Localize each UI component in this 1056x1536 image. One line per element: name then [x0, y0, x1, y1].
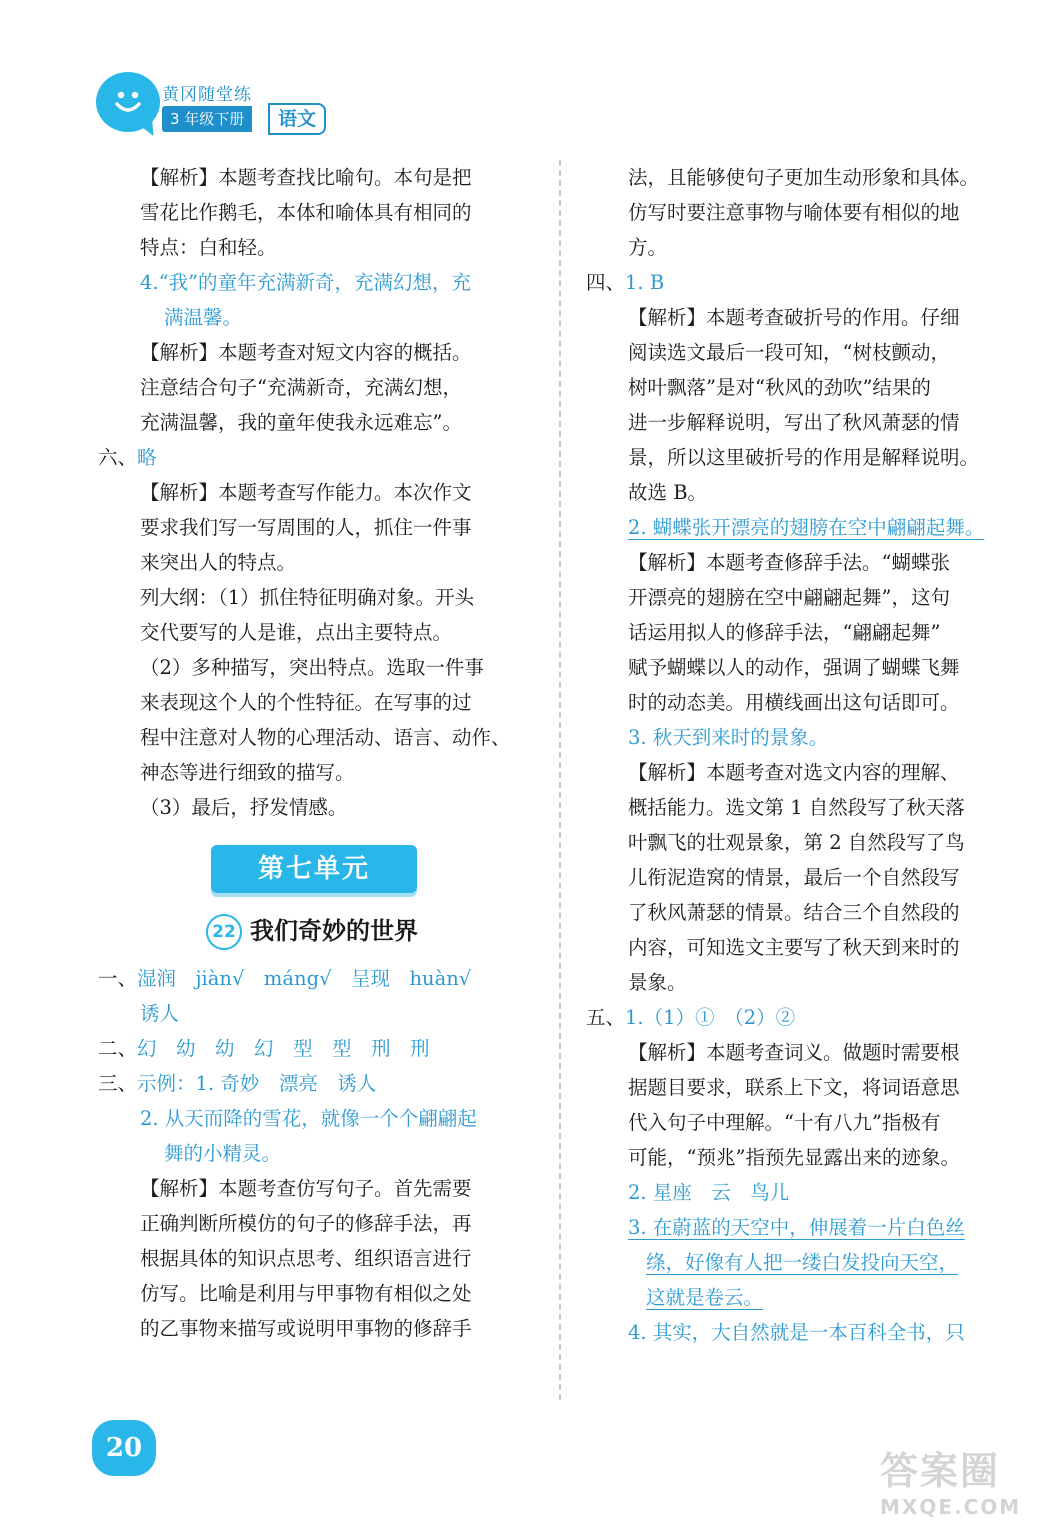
text-line: 故选 B。: [628, 481, 708, 504]
text-line: 可能，“预兆”指预先显露出来的迹象。: [628, 1146, 960, 1169]
text-line: 神态等进行细致的描写。: [140, 761, 355, 784]
text-line: 程中注意对人物的心理活动、语言、动作、: [140, 726, 511, 749]
section-label: 二、: [98, 1037, 138, 1060]
text-line: 开漂亮的翅膀在空中翩翩起舞”，这句: [628, 586, 950, 609]
text-line: 概括能力。选文第 1 自然段写了秋天落: [628, 796, 965, 819]
text-line: 注意结合句子“充满新奇，充满幻想，: [140, 376, 462, 399]
text-line: 来表现这个人的个性特征。在写事的过: [140, 691, 472, 714]
text-line: 方。: [628, 236, 668, 259]
text-line: 树叶飘落”是对“秋风的劲吹”结果的: [628, 376, 931, 399]
book-logo: [96, 72, 346, 144]
section-five: [586, 1000, 1026, 1035]
text-line: 儿衔泥造窝的情景，最后一个自然段写: [628, 866, 960, 889]
section-six: [98, 440, 538, 475]
text-line: 仿写。比喻是利用与甲事物有相似之处: [140, 1282, 472, 1305]
text-line: 【解析】本题考查仿写句子。首先需要: [140, 1177, 472, 1200]
answer-line: 2. 从天而降的雪花，就像一个个翩翩起: [140, 1107, 477, 1130]
lesson-heading: [206, 911, 538, 951]
unit-banner: 第七单元: [211, 845, 417, 893]
watermark: [880, 1440, 1030, 1520]
text-line: 【解析】本题考查词义。做题时需要根: [628, 1041, 960, 1064]
text-line: 正确判断所模仿的句子的修辞手法，再: [140, 1212, 472, 1235]
smiley-face-icon: [108, 82, 148, 122]
text-line: 进一步解释说明，写出了秋风萧瑟的情: [628, 411, 960, 434]
section-label: 四、: [586, 271, 626, 294]
text-line: 要求我们写一写周围的人，抓住一件事: [140, 516, 472, 539]
text-line: 的乙事物来描写或说明甲事物的修辞手: [140, 1317, 472, 1340]
grade-label: 3 年级下册: [162, 106, 252, 132]
subject-label: 语文: [268, 103, 326, 135]
text-line: 【解析】本题考查写作能力。本次作文: [140, 481, 472, 504]
text-line: （3）最后，抒发情感。: [140, 796, 348, 819]
answer-line: 2. 星座 云 鸟儿: [628, 1181, 790, 1204]
text-line: 【解析】本题考查找比喻句。本句是把: [140, 166, 472, 189]
text-line: 叶飘飞的壮观景象，第 2 自然段写了鸟: [628, 831, 965, 854]
section-label: 三、: [98, 1072, 138, 1095]
answer-line: 这就是卷云。: [646, 1286, 764, 1309]
section-label: 一、: [98, 967, 138, 990]
section-four: [586, 265, 1026, 300]
text-line: 时的动态美。用横线画出这句话即可。: [628, 691, 960, 714]
answer: 1.（1）① （2）②: [625, 1006, 796, 1029]
watermark-text: 答案圈: [880, 1449, 1001, 1493]
section-three: [98, 1066, 538, 1101]
answer-line: 4. 其实，大自然就是一本百科全书，只: [628, 1321, 965, 1344]
answer-line: 2. 蝴蝶张开漂亮的翅膀在空中翩翩起舞。: [628, 516, 985, 539]
text-line: 【解析】本题考查修辞手法。“蝴蝶张: [628, 551, 950, 574]
answer: 幻 幼 幼 幻 型 型 刑 刑: [137, 1037, 430, 1060]
watermark-url: MXQE.COM: [880, 1495, 1022, 1519]
text-line: 【解析】本题考查对选文内容的理解、: [628, 761, 960, 784]
section-two: [98, 1031, 538, 1066]
lesson-title: 我们奇妙的世界: [250, 917, 418, 945]
column-divider: [559, 160, 561, 1400]
answer-line: 诱人: [140, 1002, 180, 1025]
text-line: 代入句子中理解。“十有八九”指极有: [628, 1111, 941, 1134]
text-line: 列大纲：（1）抓住特征明确对象。开头: [140, 586, 475, 609]
section-label: 六、: [98, 446, 138, 469]
text-line: 景，所以这里破折号的作用是解释说明。: [628, 446, 980, 469]
text-line: 充满温馨，我的童年使我永远难忘”。: [140, 411, 462, 434]
text-line: 雪花比作鹅毛，本体和喻体具有相同的: [140, 201, 472, 224]
answer-line: 满温馨。: [164, 306, 243, 329]
answer-line: 4.“我”的童年充满新奇，充满幻想，充: [140, 271, 472, 294]
series-title: 黄冈随堂练: [162, 85, 252, 105]
lesson-number-badge: 22: [206, 914, 242, 950]
text-line: 内容，可知选文主要写了秋天到来时的: [628, 936, 960, 959]
text-line: 法，且能够使句子更加生动形象和具体。: [628, 166, 980, 189]
text-line: 交代要写的人是谁，点出主要特点。: [140, 621, 453, 644]
text-line: 来突出人的特点。: [140, 551, 297, 574]
answer-line: 3. 秋天到来时的景象。: [628, 726, 829, 749]
text-line: （2）多种描写，突出特点。选取一件事: [140, 656, 484, 679]
answer-line: 舞的小精灵。: [164, 1142, 282, 1165]
answer-line: 3. 在蔚蓝的天空中，伸展着一片白色丝: [628, 1216, 965, 1239]
text-line: 特点：白和轻。: [140, 236, 277, 259]
text-line: 景象。: [628, 971, 687, 994]
answer: 示例：1. 奇妙 漂亮 诱人: [137, 1072, 377, 1095]
right-column: [586, 160, 1026, 1350]
text-line: 仿写时要注意事物与喻体要有相似的地: [628, 201, 960, 224]
left-column: [98, 160, 538, 1346]
text-line: 了秋风萧瑟的情景。结合三个自然段的: [628, 901, 960, 924]
page-number: 20: [92, 1420, 156, 1476]
text-line: 赋予蝴蝶以人的动作，强调了蝴蝶飞舞: [628, 656, 960, 679]
text-line: 据题目要求，联系上下文，将词语意思: [628, 1076, 960, 1099]
text-line: 【解析】本题考查对短文内容的概括。: [140, 341, 472, 364]
text-line: 根据具体的知识点思考、组织语言进行: [140, 1247, 472, 1270]
text-line: 话运用拟人的修辞手法，“翩翩起舞”: [628, 621, 941, 644]
section-label: 五、: [586, 1006, 626, 1029]
answer: 湿润 jiàn√ máng√ 呈现 huàn√: [137, 967, 472, 990]
section-one: [98, 961, 538, 996]
answer-line: 绦，好像有人把一缕白发投向天空，: [646, 1251, 959, 1274]
text-line: 阅读选文最后一段可知，“树枝颤动，: [628, 341, 950, 364]
answer: 略: [137, 446, 157, 469]
answer: 1. B: [625, 271, 665, 294]
text-line: 【解析】本题考查破折号的作用。仔细: [628, 306, 960, 329]
